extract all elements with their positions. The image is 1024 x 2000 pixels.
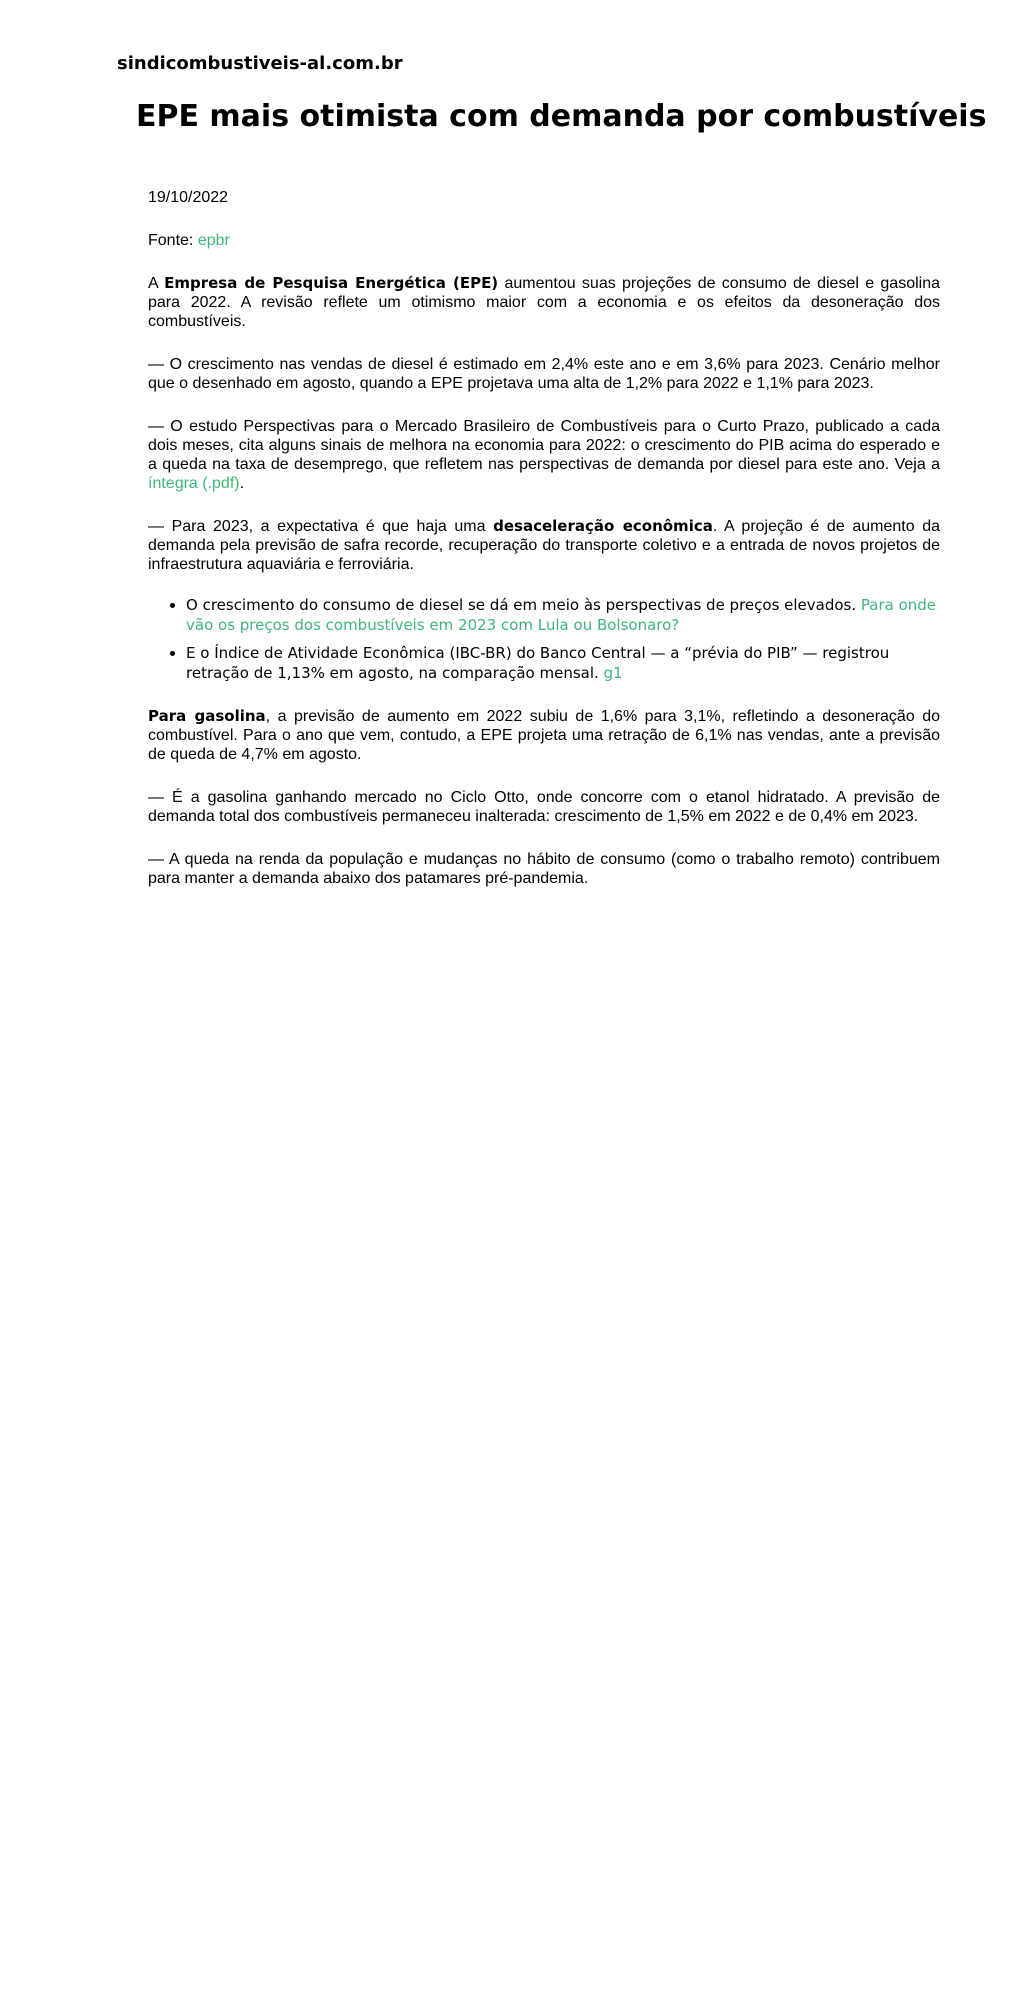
paragraph-7: — A queda na renda da população e mudanças no hábito de consumo (como o trabalho remoto) contribuem para manter a demanda abaixo dos patamares pré-pandemia. [148,851,940,887]
paragraph-1-suffix: aumentou suas projeções de consumo de diesel e gasolina para 2022. A revisão reflete um otimismo maior com a economia e os efeitos da desoneração dos combustíveis. [148,275,940,330]
article-date: 19/10/2022 [148,189,229,206]
source-link[interactable]: epbr [197,232,230,249]
list-item [186,643,940,683]
article-body [148,188,940,912]
paragraph-1-prefix: A [148,275,165,292]
list-item-text: E o Índice de Atividade Econômica (IBC-BR) do Banco Central — a “prévia do PIB” — registrou retração de 1,13% em agosto, na comparação mensal. [186,644,890,682]
g1-link[interactable]: g1 [603,664,623,682]
paragraph-3-suffix: . [239,475,245,492]
integra-pdf-link[interactable]: íntegra (.pdf) [148,475,240,492]
source-label: Fonte: [148,232,198,249]
list-item [186,595,940,635]
paragraph-2: — O crescimento nas vendas de diesel é estimado em 2,4% este ano e em 3,6% para 2023. Cenário melhor que o desenhado em agosto, quando a EPE projetava uma alta de 1,2% para 2022 e 1,1% para 2023. [148,356,940,392]
fuel-prices-link[interactable]: Para onde vão os preços dos combustíveis em 2023 com Lula ou Bolsonaro? [186,596,937,634]
paragraph-4 [148,517,940,574]
paragraph-1-bold: Empresa de Pesquisa Energética (EPE) [164,274,499,292]
paragraph-5 [148,707,940,764]
paragraph-1 [148,274,940,331]
paragraph-4-prefix: — Para 2023, a expectativa é que haja uma [148,518,494,535]
paragraph-5-suffix: , a previsão de aumento em 2022 subiu de 1,6% para 3,1%, refletindo a desoneração do combustível. Para o ano que vem, contudo, a EPE projeta uma retração de 6,1% nas vendas, ante a previsão de queda de 4,7% em agosto. [148,708,940,763]
paragraph-3 [148,417,940,493]
paragraph-4-suffix: . A projeção é de aumento da demanda pela previsão de safra recorde, recuperação do transporte coletivo e a entrada de novos projetos de infraestrutura aquaviária e ferroviária. [148,518,941,573]
paragraph-6: — É a gasolina ganhando mercado no Ciclo Otto, onde concorre com o etanol hidratado. A previsão de demanda total dos combustíveis permaneceu inalterada: crescimento de 1,5% em 2022 e de 0,4% em 2023. [148,789,940,825]
site-name: sindicombustiveis-al.com.br [117,53,403,74]
article-source [148,231,940,250]
paragraph-3-text: — O estudo Perspectivas para o Mercado Brasileiro de Combustíveis para o Curto Prazo, publicado a cada dois meses, cita alguns sinais de melhora na economia para 2022: o crescimento do PIB acima do esperado e a queda na taxa de desemprego, que refletem nas perspectivas de demanda por diesel para este ano. Veja a [148,418,940,473]
page-title: EPE mais otimista com demanda por combustíveis [136,99,987,134]
paragraph-5-bold: Para gasolina [148,707,266,725]
list-item-text: O crescimento do consumo de diesel se dá em meio às perspectivas de preços elevados. [186,596,861,614]
paragraph-4-bold: desaceleração econômica [493,517,713,535]
bullet-list [148,595,940,683]
